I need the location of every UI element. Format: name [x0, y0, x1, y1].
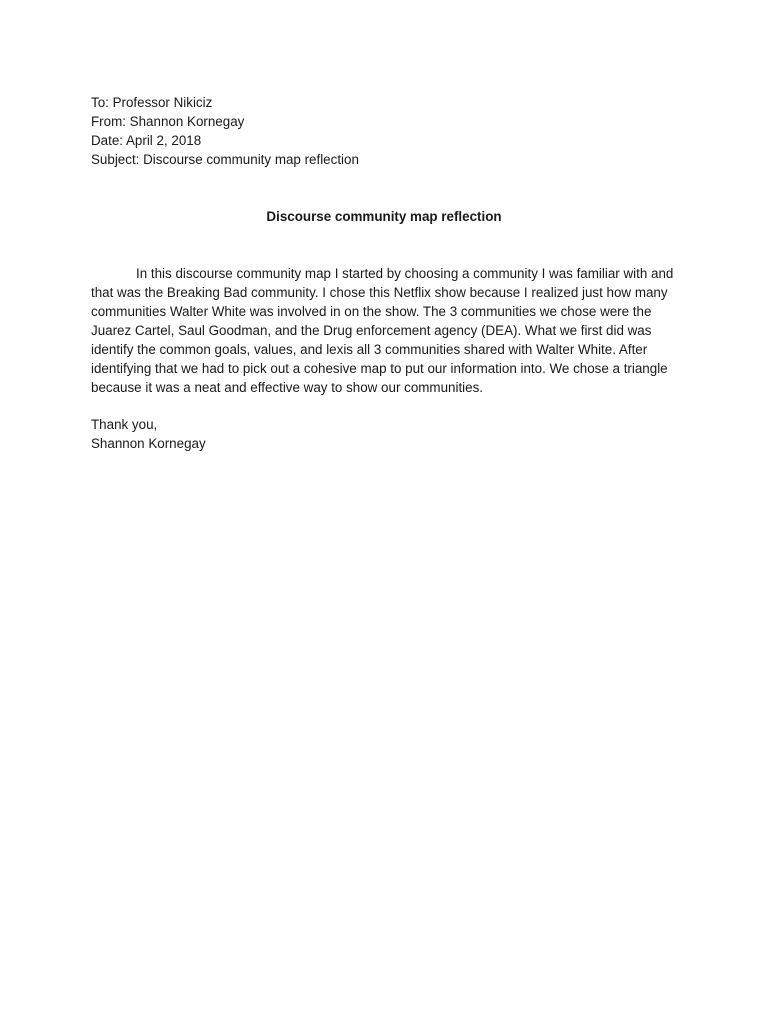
memo-from: From: Shannon Kornegay	[91, 114, 245, 129]
memo-date: Date: April 2, 2018	[91, 133, 202, 148]
memo-to: To: Professor Nikiciz	[91, 95, 213, 110]
body-paragraph: In this discourse community map I started by choosing a community I was familiar with and that was the Breaking Bad community. I chose this Netflix show because I realized just how many communities Walter White was involved in on the show. The 3 communities we chose were the Juarez Cartel, Saul Goodman, and the Drug enforcement agency (DEA). What we first did was identify the common goals, values, and lexis all 3 communities shared with Walter White. After identifying that we had to pick out a cohesive map to put our information into. We chose a triangle because it was a neat and effective way to show our communities.	[91, 266, 674, 395]
closing-block	[91, 415, 206, 453]
signature: Shannon Kornegay	[91, 436, 206, 451]
memo-header	[91, 93, 359, 169]
document-body	[91, 264, 681, 397]
closing-salutation: Thank you,	[91, 417, 158, 432]
memo-subject: Subject: Discourse community map reflection	[91, 152, 359, 167]
document-title: Discourse community map reflection	[266, 209, 502, 224]
